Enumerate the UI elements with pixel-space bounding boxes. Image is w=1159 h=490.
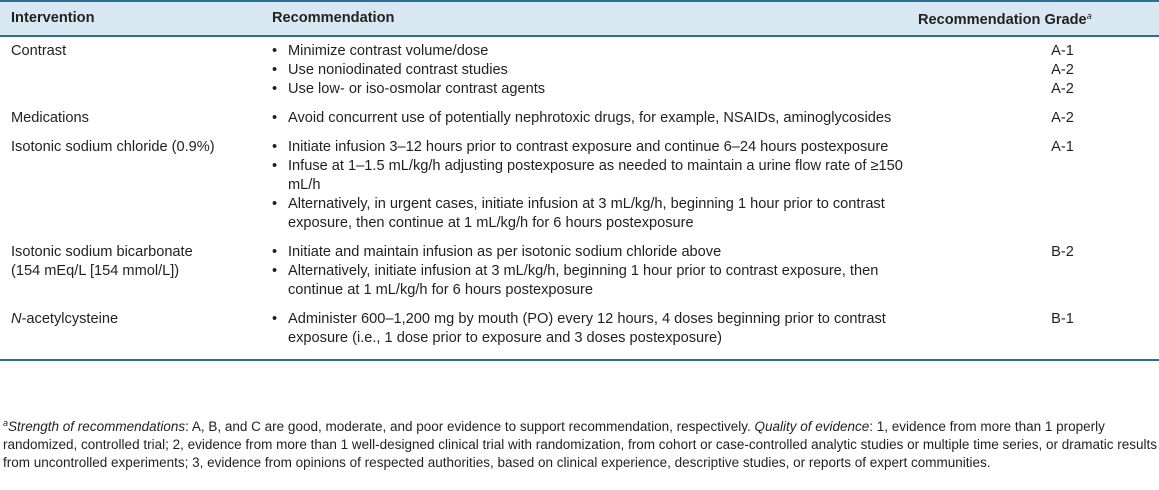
list-item: • Use low- or iso-osmolar contrast agents [266,80,914,99]
list-item: • Infuse at 1–1.5 mL/kg/h adjusting postexposure as needed to maintain a urine flow rate of ≥150 mL/h [266,157,914,195]
table-header [0,1,1159,36]
footnote-strength-label: Strength of recommendations [8,419,186,434]
header-grade-footnote-mark: a [1086,11,1092,21]
grade-value: A-1 [1051,139,1074,155]
intervention-cell [0,310,266,360]
intervention-line: (154 mEq/L [154 mmol/L]) [11,263,180,279]
intervention-cell: Isotonic sodium chloride (0.9%) [11,139,215,155]
grade-cell [914,138,1159,243]
header-grade: Recommendation Grade [918,12,1087,28]
footnote-quality-text: : 1, evidence from more than 1 properly randomized, controlled trial; 2, evidence from more than 1 well-designed clinical trial with randomization, from cohort or case-controlled analytic studies or multiple time series, or dramatic results from uncontrolled experiments; 3, evidence from opinions of respected authorities, based on clinical experience, descriptive studies, or reports of expert communities. [3,419,1157,470]
grade-value: B-2 [1051,244,1074,260]
header-intervention: Intervention [0,1,266,36]
recommendation-cell [266,310,914,360]
footnote-strength-text: : A, B, and C are good, moderate, and poor evidence to support recommendation, respectively. [185,419,755,434]
list-item: • Administer 600–1,200 mg by mouth (PO) every 12 hours, 4 doses beginning prior to contrast exposure (i.e., 1 dose prior to exposure and 3 doses postexposure) [266,310,914,348]
table-body [0,36,1159,360]
recommendation-cell [266,36,914,109]
grade-value: A-2 [1051,81,1074,97]
intervention-line: Isotonic sodium bicarbonate [11,244,193,260]
table-row [0,109,1159,138]
table-row [0,310,1159,360]
list-item: • Avoid concurrent use of potentially nephrotoxic drugs, for example, NSAIDs, aminoglycosides [266,109,914,128]
grade-cell [914,310,1159,360]
grade-value: A-2 [1051,110,1074,126]
recommendation-list [266,109,914,128]
intervention-rest: -acetylcysteine [21,311,119,327]
list-item: • Initiate and maintain infusion as per isotonic sodium chloride above [266,243,914,262]
table-footnote [0,414,1158,472]
recommendation-cell [266,243,914,310]
recommendation-list [266,243,914,300]
grade-cell [914,243,1159,310]
grade-value: B-1 [1051,311,1074,327]
grade-cell [914,36,1159,109]
list-item: • Use noniodinated contrast studies [266,61,914,80]
list-item: • Minimize contrast volume/dose [266,42,914,61]
list-item: • Initiate infusion 3–12 hours prior to contrast exposure and continue 6–24 hours postexposure [266,138,914,157]
header-recommendation: Recommendation [266,1,914,36]
header-row [0,1,1159,36]
list-item: • Alternatively, in urgent cases, initiate infusion at 3 mL/kg/h, beginning 1 hour prior to contrast exposure, then continue at 1 mL/kg/h for 6 hours postexposure [266,195,914,233]
list-item: • Alternatively, initiate infusion at 3 mL/kg/h, beginning 1 hour prior to contrast exposure, then continue at 1 mL/kg/h for 6 hours postexposure [266,262,914,300]
recommendation-cell [266,109,914,138]
intervention-cell: Medications [11,110,89,126]
grade-value: A-1 [1051,43,1074,59]
recommendation-list [266,310,914,348]
grade-cell [914,109,1159,138]
intervention-cell: Contrast [11,43,67,59]
recommendation-cell [266,138,914,243]
footnote-mark: a [3,418,9,428]
grade-value: A-2 [1051,62,1074,78]
footnote-quality-label: Quality of evidence [754,419,870,434]
table-row [0,36,1159,109]
table-row [0,138,1159,243]
recommendation-list [266,138,914,233]
intervention-cell [0,243,266,310]
intervention-italic-prefix: N [11,311,22,327]
table-row [0,243,1159,310]
recommendation-list [266,42,914,99]
header-grade-cell [914,1,1159,36]
